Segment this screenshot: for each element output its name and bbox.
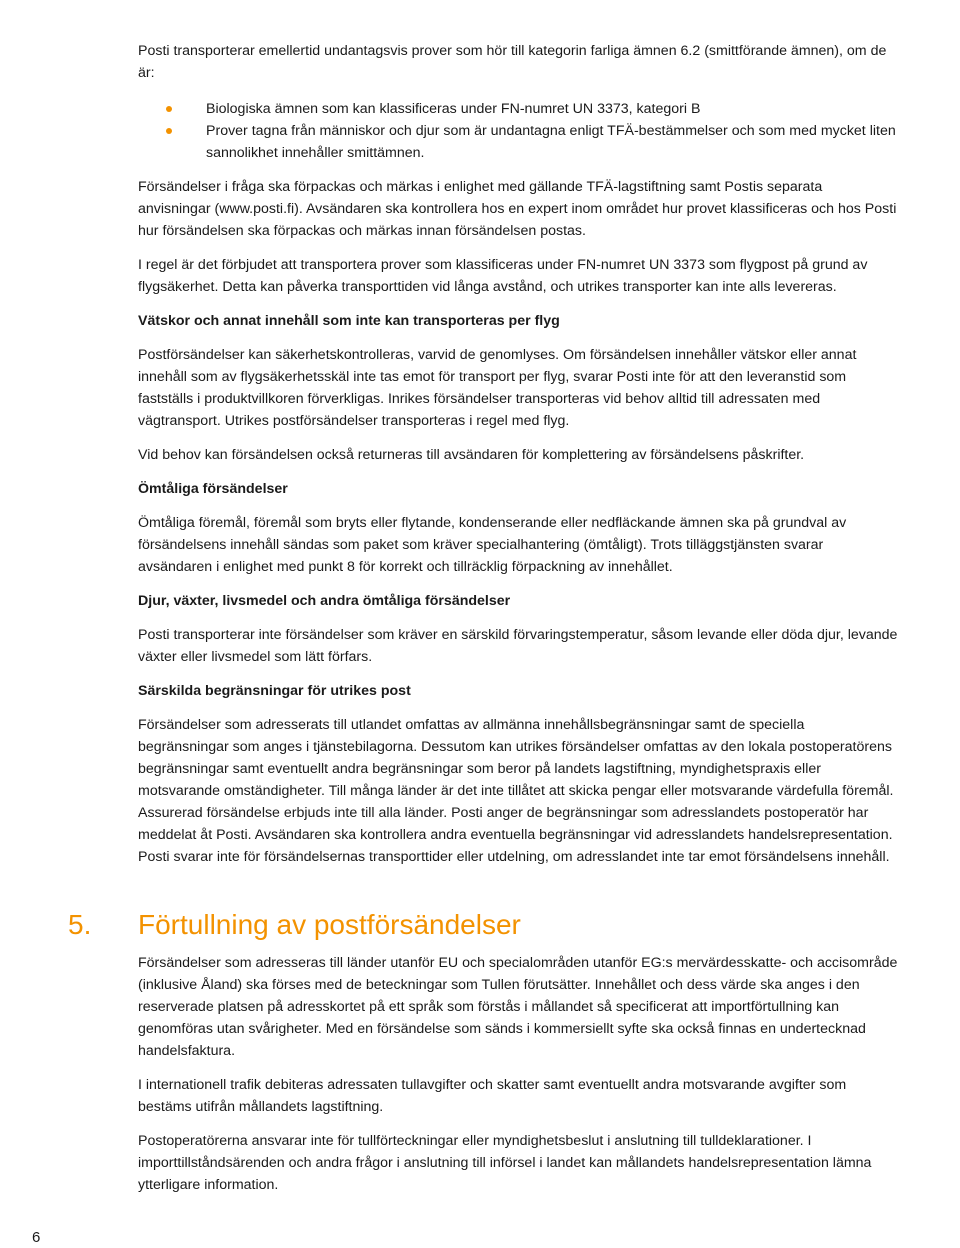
list-item-text: Prover tagna från människor och djur som är undantagna enligt TFÄ-bestämmelser och som med mycket liten sannolikhet innehåller smittämnen. (206, 123, 896, 161)
list-item-text: Biologiska ämnen som kan klassificeras under FN-numret UN 3373, kategori B (206, 101, 701, 117)
bullet-icon (166, 106, 172, 112)
section-heading (68, 908, 898, 952)
list-item (138, 98, 898, 120)
subheading: Särskilda begränsningar för utrikes post (138, 683, 411, 699)
paragraph: Vid behov kan försändelsen också returneras till avsändaren för komplettering av försändelsens påskrifter. (138, 447, 805, 463)
bullet-list (138, 98, 898, 164)
section-number: 5. (68, 909, 92, 940)
paragraph: Försändelser i fråga ska förpackas och märkas i enlighet med gällande TFÄ-lagstiftning samt Postis separata anvisningar (www.posti.fi). Avsändaren ska kontrollera hos en expert inom området hur provet klassificeras och hos Posti hur försändelsen ska förpackas och märkas innan försändelsen postas. (138, 179, 897, 239)
paragraph: Posti transporterar inte försändelser som kräver en särskild förvaringstemperatur, såsom levande eller döda djur, levande växter eller livsmedel som lätt förfars. (138, 627, 898, 665)
paragraph: Försändelser som adresserats till utlandet omfattas av allmänna innehållsbegränsningar samt de speciella begränsningar som anges i tjänstebilagorna. Dessutom kan utrikes försändelser omfattas av den lokala postoperatörens begränsningar samt eventuellt andra begränsningar som beror på landets lagstiftning, myndighetspraxis eller motsvarande omständigheter. Till många länder är det inte tillåtet att skicka pengar eller motsvarande värdefulla föremål. Assurerad försändelse erbjuds inte till alla länder. Posti anger de begränsningar som adresslandets postoperatör har meddelat åt Posti. Avsändaren ska kontrollera andra eventuella begränsningar vid adresslandets handelsrepresentation. Posti svarar inte för försändelsernas transporttider eller utdelning, om adresslandet inte tar emot försändelsens innehåll. (138, 717, 894, 865)
subheading: Vätskor och annat innehåll som inte kan transporteras per flyg (138, 313, 560, 329)
bullet-icon (166, 128, 172, 134)
intro-paragraph: Posti transporterar emellertid undantagsvis prover som hör till kategorin farliga ämnen 6.2 (smittförande ämnen), om de är: (138, 43, 887, 81)
paragraph: I internationell trafik debiteras adressaten tullavgifter och skatter samt eventuellt andra motsvarande avgifter som bestäms utifrån mållandets lagstiftning. (138, 1077, 847, 1115)
paragraph: Ömtåliga föremål, föremål som bryts eller flytande, kondenserande eller nedfläckande ämnen ska på grundval av försändelsens innehåll sändas som paket som kräver specialhantering (ömtåligt). Trots tilläggstjänsten svarar avsändaren i enlighet med punkt 8 för korrekt och tillräcklig förpackning av innehållet. (138, 515, 847, 575)
page-number: 6 (32, 1229, 41, 1246)
section-title: Förtullning av postförsändelser (138, 909, 521, 940)
subheading: Djur, växter, livsmedel och andra ömtåliga försändelser (138, 593, 511, 609)
paragraph: Postförsändelser kan säkerhetskontrolleras, varvid de genomlyses. Om försändelsen innehåller vätskor eller annat innehåll som av flygsäkerhetsskäl inte tas emot för transport per flyg, svarar Posti inte för att den leveranstid som fastställs i produktvillkoren förverkligas. Inrikes försändelser transporteras vid behov alltid till adressaten med vägtransport. Utrikes postförsändelser transporteras i regel med flyg. (138, 347, 857, 429)
paragraph: Postoperatörerna ansvarar inte för tullförteckningar eller myndighetsbeslut i anslutning till tulldeklarationer. I importtillståndsärenden och andra frågor i anslutning till införsel i landet kan mållandets handelsrepresentation lämna ytterligare information. (138, 1133, 872, 1193)
subheading: Ömtåliga försändelser (138, 481, 288, 497)
document-body (68, 40, 898, 1196)
paragraph: I regel är det förbjudet att transportera prover som klassificeras under FN-numret UN 3373 som flygpost på grund av flygsäkerhet. Detta kan påverka transporttiden vid långa avstånd, och utrikes transporter kan inte alls levereras. (138, 257, 868, 295)
paragraph: Försändelser som adresseras till länder utanför EU och specialområden utanför EG:s mervärdesskatte- och accisområde (inklusive Åland) ska förses med de beteckningar som Tullen förutsätter. Innehållet och dess värde ska anges i den reserverade platsen på adresskortet på ett språk som förstås i mållandet så specificerat att importförtullning kan genomföras utan svårigheter. Med en försändelse som sänds i kommersiellt syfte ska också finnas en undertecknad handelsfaktura. (138, 955, 898, 1059)
list-item (138, 120, 898, 164)
